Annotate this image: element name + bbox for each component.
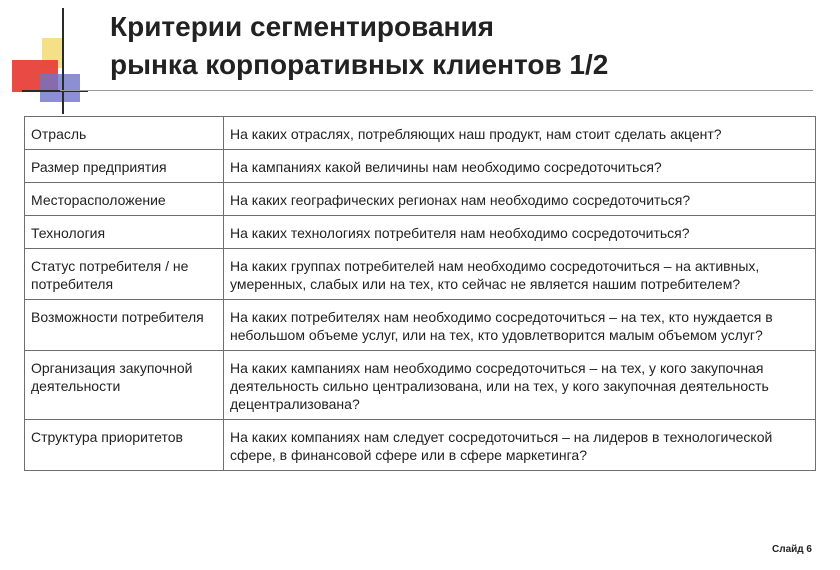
criterion-cell: Отрасль [25,117,224,150]
question-cell: На каких кампаниях нам необходимо сосредоточиться – на тех, у кого закупочная деятельность сильно централизована, или на тех, у кого закупочная деятельность децентрализована? [224,351,816,420]
criterion-cell: Структура приоритетов [25,420,224,471]
criterion-cell: Технология [25,216,224,249]
criterion-cell: Статус потребителя / не потребителя [25,249,224,300]
question-cell: На кампаниях какой величины нам необходимо сосредоточиться? [224,150,816,183]
table-row [25,117,816,150]
table-row [25,216,816,249]
question-cell: На каких потребителях нам необходимо сосредоточиться – на тех, кто нуждается в небольшом объеме услуг, или на тех, кто удовлетворится малым объемом услуг? [224,300,816,351]
decor-blue-square [40,74,80,102]
table-row [25,150,816,183]
title-underline [60,90,813,91]
question-cell: На каких отраслях, потребляющих наш продукт, нам стоит сделать акцент? [224,117,816,150]
slide-title-line2: рынка корпоративных клиентов 1/2 [110,49,609,80]
question-cell: На каких группах потребителей нам необходимо сосредоточиться – на активных, умеренных, слабых или на тех, кто сейчас не является нашим потребителем? [224,249,816,300]
slide-title [110,8,608,84]
table-row [25,183,816,216]
table-row [25,249,816,300]
question-cell: На каких компаниях нам следует сосредоточиться – на лидеров в технологической сфере, в финансовой сфере или в сфере маркетинга? [224,420,816,471]
question-cell: На каких технологиях потребителя нам необходимо сосредоточиться? [224,216,816,249]
slide-number: Слайд 6 [772,544,812,555]
criterion-cell: Организация закупочной деятельности [25,351,224,420]
table-row [25,420,816,471]
criterion-cell: Месторасположение [25,183,224,216]
criterion-cell: Возможности потребителя [25,300,224,351]
criteria-table [24,116,816,471]
decor-vertical-line [62,8,64,114]
criterion-cell: Размер предприятия [25,150,224,183]
table-row [25,300,816,351]
slide-title-line1: Критерии сегментирования [110,11,495,42]
table-row [25,351,816,420]
question-cell: На каких географических регионах нам необходимо сосредоточиться? [224,183,816,216]
